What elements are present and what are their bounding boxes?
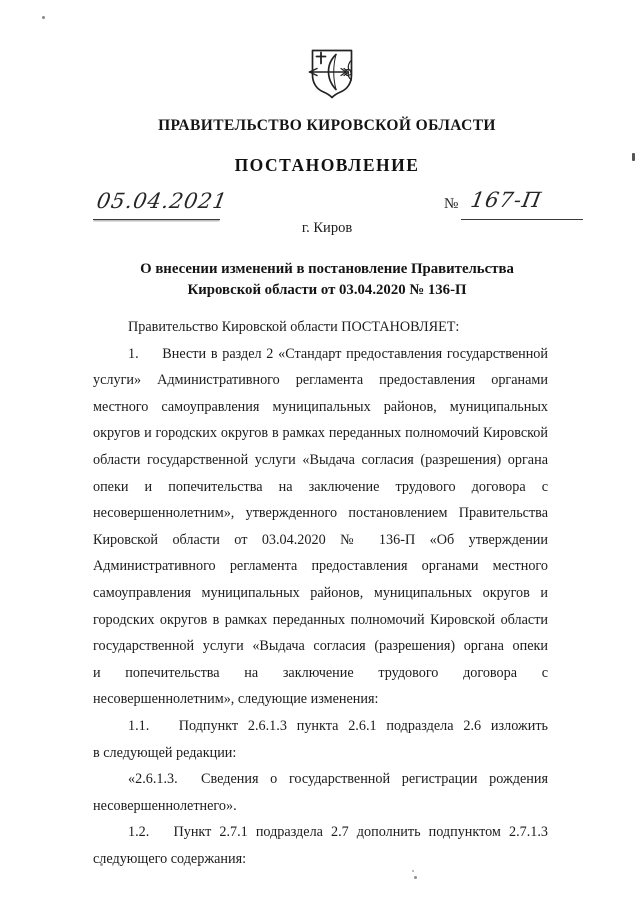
date-field: [93, 189, 230, 220]
doc-title: [0, 259, 640, 301]
paragraph-item-1-2: 1.2. Пункт 2.7.1 подраздела 2.7 дополнить подпунктом 2.7.1.3 следующего содержания:: [93, 824, 548, 867]
doc-title-line2: Кировской области от 03.04.2020 № 136-П: [187, 282, 467, 298]
number-sign-label: №: [444, 196, 459, 212]
paragraph-item-1-1: 1.1. Подпункт 2.6.1.3 пункта 2.6.1 подраздела 2.6 изложить в следующей редакции:: [93, 717, 548, 761]
doc-title-line1: О внесении изменений в постановление Правительства: [140, 261, 514, 277]
org-name-heading: ПРАВИТЕЛЬСТВО КИРОВСКОЙ ОБЛАСТИ: [158, 117, 496, 134]
place-line: г. Киров: [301, 220, 353, 236]
doc-type-heading: ПОСТАНОВЛЕНИЕ: [234, 155, 420, 175]
handwritten-number: 167-П: [468, 188, 544, 212]
kirov-coat-of-arms-icon: [308, 46, 356, 100]
scan-artifact: [42, 16, 45, 19]
paragraph-subitem-2-6-1-3: «2.6.1.3. Сведения о государственной регистрации рождения несовершеннолетнего».: [93, 771, 548, 814]
scan-artifact: [414, 876, 417, 879]
document-body: [93, 314, 548, 872]
paragraph-resolution-lead: Правительство Кировской области ПОСТАНОВЛЯЕТ:: [128, 319, 460, 335]
number-field: [461, 188, 583, 220]
handwritten-date: 05.04.2021: [94, 189, 230, 213]
paragraph-item-1: 1. Внести в раздел 2 «Стандарт предоставления государственной услуги» Административного регламента предоставления органами местного самоуправления муниципальных районов, муниципальных округов и городских округов в рамках переданных полномочий Кировской области государственной услуги «Выдача согласия (разрешения) органа опеки и попечительства на заключение трудового договора с несовершеннолетним», утвержденного постановлением Правительства Кировской области от 03.04.2020 № 136-П «Об утверждении Административного регламента предоставления органами местного самоуправления муниципальных районов, муниципальных округов и городских округов в рамках переданных полномочий Кировской области государственной услуги «Выдача согласия (разрешения) органа опеки и попечительства на заключение трудового договора с несовершеннолетним», следующие изменения:: [93, 345, 548, 708]
